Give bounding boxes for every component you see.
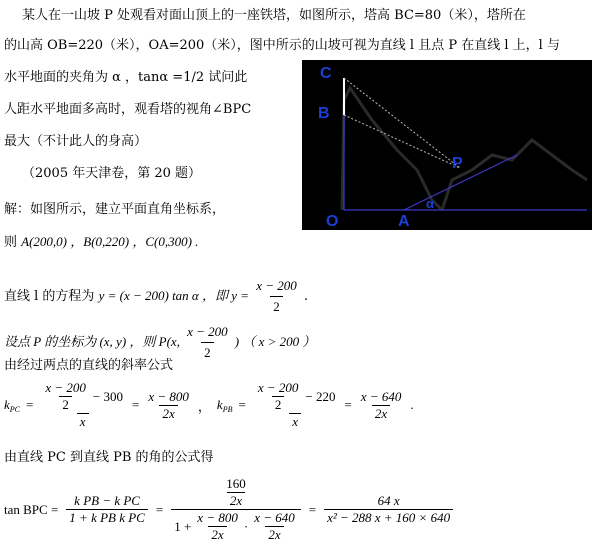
line-l-fraction <box>253 276 300 317</box>
solution-intro: 解：如图所示，建立平面直角坐标系， <box>4 202 226 217</box>
kpc-result: $\frac{x - 800}{2x}$ <box>148 388 189 421</box>
p-fraction <box>184 322 231 363</box>
problem-line-2: 的山高 OB=220（米），OA=200（米），图中所示的山坡可视为直线 l 且点 P 在直线 l 上，l 与 <box>4 38 560 53</box>
label-a: A <box>398 213 410 230</box>
problem-line-1: 某人在一山坡 P 处观看对面山顶上的一座铁塔，如图所示，塔高 BC=80（米），塔所在 <box>22 8 526 23</box>
problem-line-5: 最大（不计此人的身高） <box>4 134 148 149</box>
problem-line-4: 人距水平地面多高时，观看塔的视角∠BPC <box>4 102 252 117</box>
kpb-result: $\frac{x - 640}{2x}$ <box>360 388 402 421</box>
mountain-tower-figure <box>302 60 592 230</box>
kpb-fraction: $\frac{x - 200}{2}$ − 220 x <box>257 380 336 429</box>
coords-line <box>4 232 198 253</box>
figure-svg <box>302 60 592 230</box>
problem-line-3: 水平地面的夹角为 α ，tanα =1/2 试问此 <box>4 70 248 85</box>
kpc-symbol: $k_{PC}$ <box>4 396 21 414</box>
label-o: O <box>326 213 339 230</box>
label-b: B <box>318 105 330 122</box>
p-suffix: ) （ x > 200 ） <box>234 334 316 349</box>
coords-values: A(200,0) ，B(0,220) ，C(0,300) . <box>21 234 199 249</box>
angle-formula-text: 由直线 PC 到直线 PB 的角的公式得 <box>4 450 214 465</box>
kpc-fraction: $\frac{x - 200}{2}$ − 300 x <box>45 380 123 429</box>
p-num: x − 200 <box>187 324 228 339</box>
line-l-equation: 直线 l 的方程为 y = (x − 200) tan α ，即 y = $\frac{x - 200}{2}$ . <box>4 276 308 317</box>
tan-label: tan BPC = <box>4 501 59 517</box>
tan-final-fraction: $\frac{64 x}{\text{x² − 288 x + 160 × 640}}$ <box>324 493 453 526</box>
label-p: P <box>452 155 463 172</box>
slope-formula-text: 由经过两点的直线的斜率公式 <box>4 358 174 373</box>
problem-source: （2005 年天津卷，第 20 题） <box>22 166 202 181</box>
right-mountain-outline <box>442 140 587 210</box>
line-l-num: x − 200 <box>256 278 297 293</box>
label-alpha: α <box>426 196 434 211</box>
tan-bpc-line: tan BPC = $\frac{\text{k PB − k PC}}{\text{1 + k PB k PC}}$ = $\frac{160}{2x}$ 1 + $\frac{x - 800}{2x}$ · $\frac{x - 640}{2x}$ = $\frac{64 x}{\text{x² − 288 x + 160 × 640}}$ <box>4 476 453 543</box>
line-l-prefix: 直线 l 的方程为 <box>4 289 95 304</box>
tan-formula-fraction: $\frac{\text{k PB − k PC}}{\text{1 + k PB k PC}}$ <box>66 493 148 526</box>
tan-substituted-fraction: $\frac{160}{2x}$ 1 + $\frac{x - 800}{2x}$ · $\frac{x - 640}{2x}$ <box>171 476 301 543</box>
line-l-eq: y = (x − 200) tan α ，即 y = <box>98 288 250 303</box>
slopes-line: $k_{PC}$ = $\frac{x - 200}{2}$ − 300 x = $\frac{x - 800}{2x}$ ， $k_{PB}$ = $\frac{x - 200}{2}$ − 220 x = $\frac{x - 640}{2x}$ . <box>4 380 414 429</box>
kpb-symbol: $k_{PB}$ <box>216 396 233 414</box>
coords-prefix: 则 <box>4 235 18 250</box>
p-den: 2 <box>201 342 214 363</box>
label-c: C <box>320 65 332 82</box>
p-prefix: 设点 P 的坐标为 (x, y) ，则 P(x, <box>4 334 180 349</box>
line-l-den: 2 <box>270 296 283 317</box>
left-mountain-outline <box>342 88 442 210</box>
